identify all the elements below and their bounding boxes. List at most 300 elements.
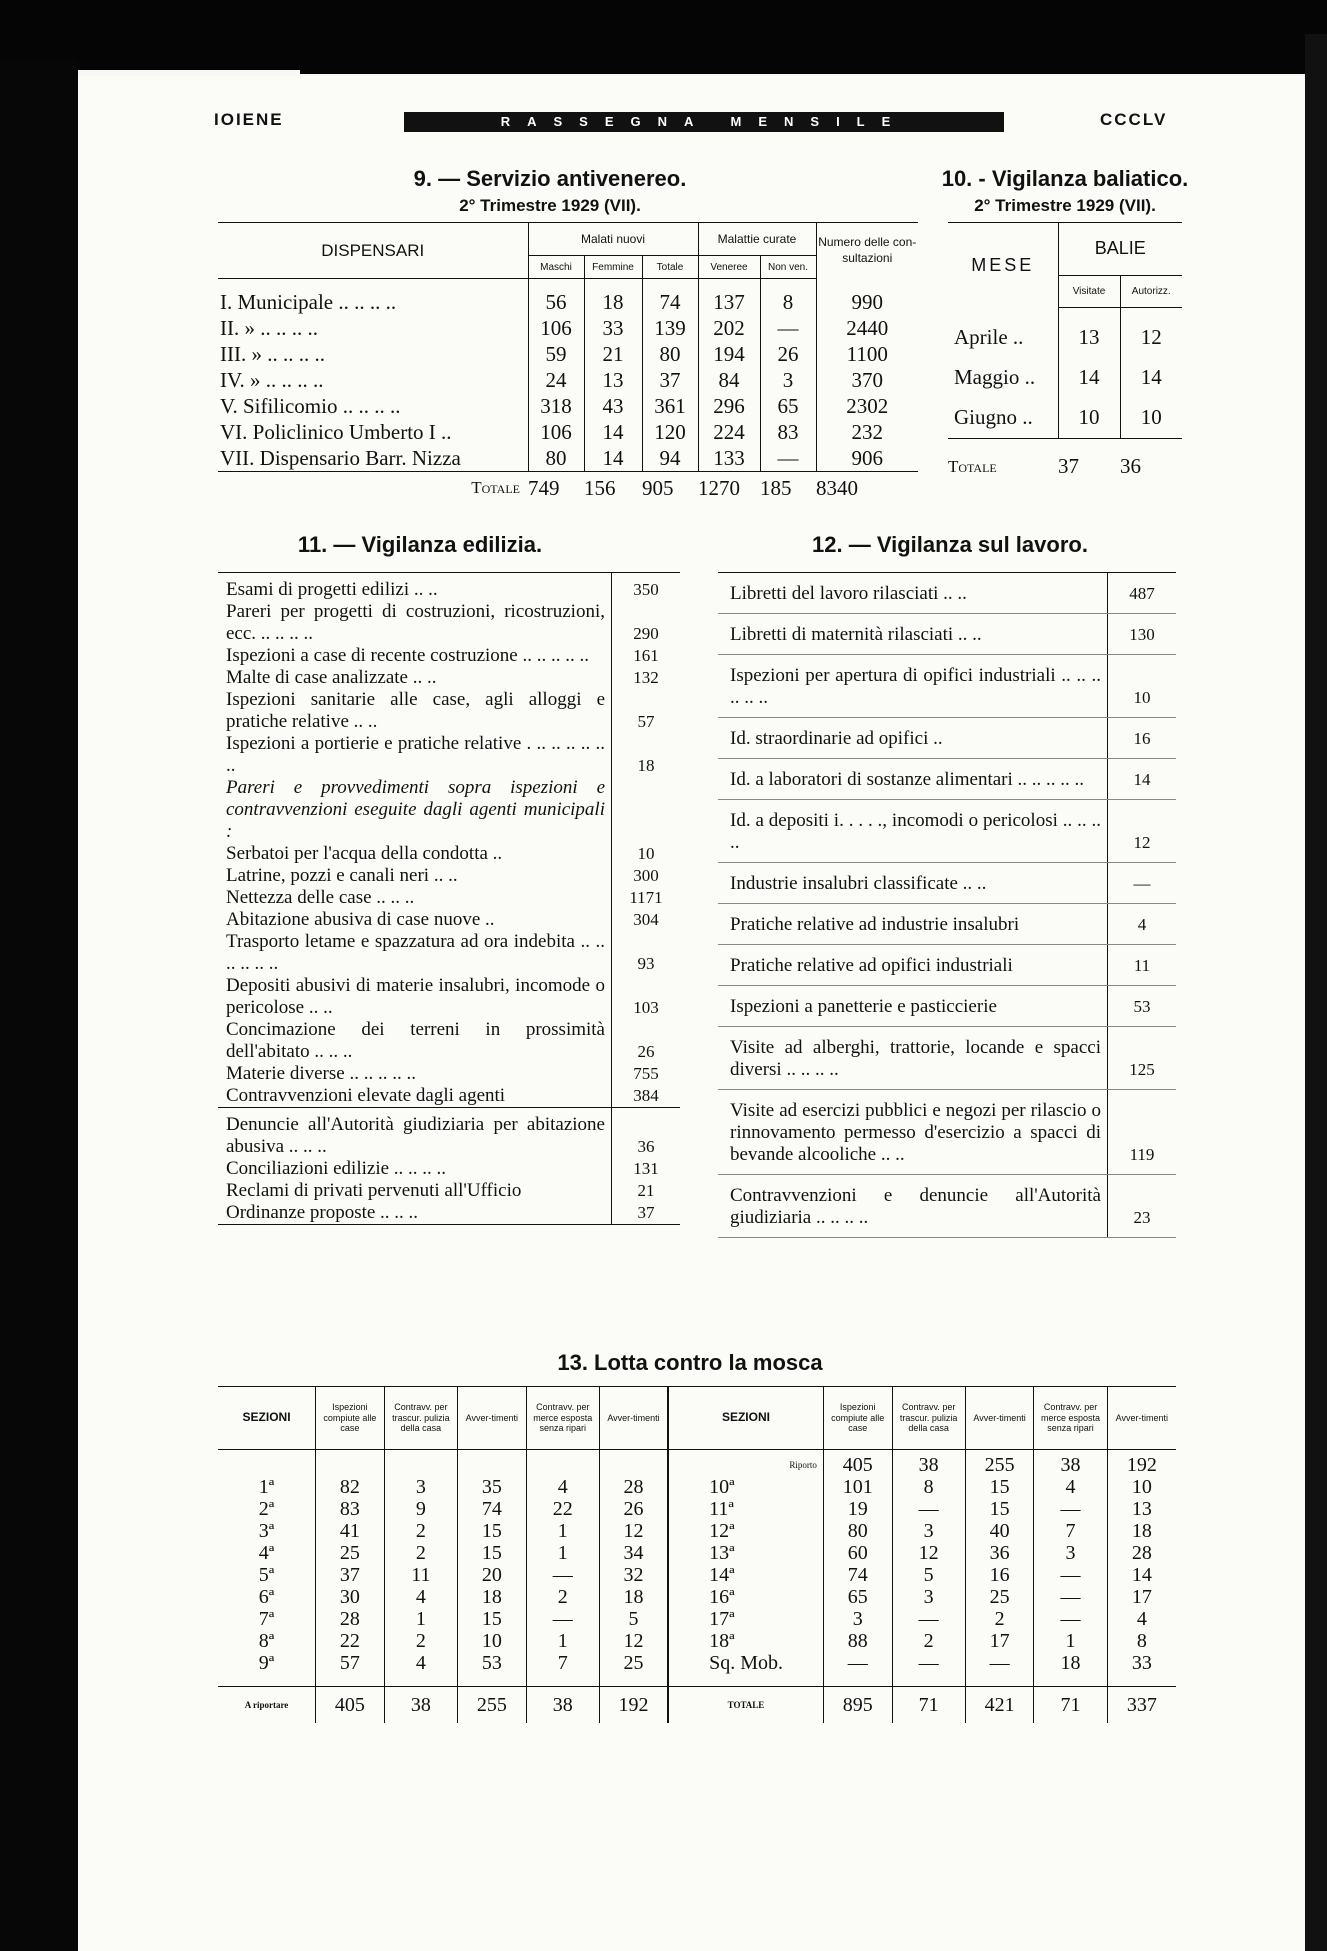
- scan-border-right: [1305, 34, 1327, 1951]
- table-row: [218, 1564, 1176, 1586]
- table-cell: 14: [1120, 358, 1182, 398]
- header-totale: Totale: [642, 256, 698, 279]
- table-cell: 17: [1107, 1586, 1176, 1608]
- riporto-cell: 255: [965, 1450, 1034, 1477]
- item-label: Abitazione abusiva di case nuove ..: [226, 909, 495, 930]
- item-label: Serbatoi per l'acqua della condotta ..: [226, 843, 503, 864]
- list-item: [218, 1180, 680, 1202]
- empty-cell: [965, 1674, 1034, 1687]
- left-total-cell: 255: [457, 1687, 526, 1724]
- empty-cell: [1034, 1674, 1107, 1687]
- sezione-label: 4ª: [258, 1542, 275, 1564]
- table-cell: 101: [823, 1476, 892, 1498]
- table-cell: 74: [823, 1564, 892, 1586]
- table-row-total: [948, 438, 1182, 495]
- list-item: [718, 614, 1176, 655]
- table-cell: 3: [760, 367, 816, 393]
- list-item: [718, 759, 1176, 800]
- section-9-subtitle: 2° Trimestre 1929 (VII).: [459, 196, 641, 215]
- header-avvertimenti-left-2: Avver-timenti: [599, 1387, 668, 1450]
- list-item: [218, 843, 680, 865]
- table-cell: —: [892, 1652, 965, 1674]
- table-cell: —: [965, 1652, 1034, 1674]
- header-ispezioni-right: Ispezioni compiute alle case: [823, 1387, 892, 1450]
- table-cell: —: [1034, 1498, 1107, 1520]
- list-item: [218, 887, 680, 909]
- table-cell: 24: [528, 367, 584, 393]
- right-total-cell: 71: [892, 1687, 965, 1724]
- section-9-heading: [380, 166, 720, 216]
- list-item: [218, 777, 680, 843]
- empty-cell: [457, 1450, 526, 1477]
- table-cell: 15: [965, 1476, 1034, 1498]
- item-value: 53: [1108, 986, 1177, 1027]
- table-cell: —: [1034, 1586, 1107, 1608]
- item-value: 290: [612, 601, 681, 645]
- total-cell: 156: [584, 472, 642, 505]
- empty-cell: [526, 1674, 599, 1687]
- item-label: Nettezza delle case .. .. ..: [226, 887, 415, 908]
- section-13-heading: [500, 1350, 880, 1376]
- item-value: 21: [612, 1180, 681, 1202]
- sezione-label: 18ª: [668, 1630, 823, 1652]
- table-cell: 9: [384, 1498, 457, 1520]
- table-cell: 59: [528, 341, 584, 367]
- header-maschi: Maschi: [528, 256, 584, 279]
- riporto-label: Riporto: [668, 1450, 823, 1477]
- table-cell: 60: [823, 1542, 892, 1564]
- item-label: Ispezioni a portierie e pratiche relative . .. .. .. .. .. ..: [226, 733, 605, 776]
- list-item: [718, 945, 1176, 986]
- table-cell: 137: [698, 279, 760, 316]
- table-cell: 88: [823, 1630, 892, 1652]
- empty-cell: [316, 1450, 385, 1477]
- table-row: [218, 419, 918, 445]
- sezione-label: 11ª: [668, 1498, 823, 1520]
- dispensario-label: III. » .. .. .. ..: [220, 342, 325, 366]
- section-10-subtitle: 2° Trimestre 1929 (VII).: [974, 196, 1156, 215]
- table-cell: 53: [457, 1652, 526, 1674]
- item-label: Ispezioni a case di recente costruzione .. .. .. .. ..: [226, 645, 589, 666]
- table-cell: 4: [526, 1476, 599, 1498]
- table-cell: 2440: [816, 315, 918, 341]
- table-cell: 194: [698, 341, 760, 367]
- table-cell: 12: [892, 1542, 965, 1564]
- table-cell: 15: [965, 1498, 1034, 1520]
- header-sezioni-right: SEZIONI: [668, 1387, 823, 1450]
- table-cell: 10: [1107, 1476, 1176, 1498]
- table-row: [948, 318, 1182, 358]
- table-cell: 30: [316, 1586, 385, 1608]
- table-cell: 990: [816, 279, 918, 316]
- item-value: 487: [1108, 573, 1177, 614]
- table-cell: 1: [384, 1608, 457, 1630]
- table-cell: 33: [1107, 1652, 1176, 1674]
- table-cell: 12: [1120, 318, 1182, 358]
- table-cell: 80: [528, 445, 584, 472]
- table-cell: 11: [384, 1564, 457, 1586]
- table-cell: 28: [1107, 1542, 1176, 1564]
- list-item: [718, 1027, 1176, 1090]
- table-cell: —: [526, 1564, 599, 1586]
- list-item: [718, 573, 1176, 614]
- table-row: [218, 315, 918, 341]
- table-cell: 318: [528, 393, 584, 419]
- header-balie: BALIE: [1058, 223, 1182, 276]
- list-item: [718, 863, 1176, 904]
- table-cell: 7: [1034, 1520, 1107, 1542]
- item-label: Visite ad alberghi, trattorie, locande e spacci diversi .. .. .. ..: [718, 1027, 1108, 1090]
- sezione-label: 7ª: [258, 1608, 275, 1630]
- table-cell: 22: [526, 1498, 599, 1520]
- item-value: 36: [612, 1108, 681, 1159]
- empty-cell: [599, 1450, 668, 1477]
- item-label: Materie diverse .. .. .. .. ..: [226, 1063, 416, 1084]
- table-cell: 18: [584, 279, 642, 316]
- table-row: [218, 1586, 1176, 1608]
- table-row: [218, 1520, 1176, 1542]
- table-cell: 3: [892, 1520, 965, 1542]
- table-cell: 15: [457, 1520, 526, 1542]
- empty-cell: [526, 1450, 599, 1477]
- item-label: Contravvenzioni elevate dagli agenti: [226, 1085, 506, 1106]
- item-value: 132: [612, 667, 681, 689]
- sezione-label: Sq. Mob.: [668, 1652, 823, 1674]
- table-cell: 12: [599, 1520, 668, 1542]
- table-cell: 2: [965, 1608, 1034, 1630]
- table-cell: 296: [698, 393, 760, 419]
- table-cell: 3: [892, 1586, 965, 1608]
- section-13-title: 13. Lotta contro la mosca: [557, 1350, 823, 1375]
- table-row: [948, 358, 1182, 398]
- riporto-cell: 405: [823, 1450, 892, 1477]
- item-value: 14: [1108, 759, 1177, 800]
- table-cell: 5: [892, 1564, 965, 1586]
- table-cell: 1: [526, 1520, 599, 1542]
- empty-cell: [316, 1674, 385, 1687]
- table-cell: 120: [642, 419, 698, 445]
- table-cell: 74: [642, 279, 698, 316]
- table-cell: 41: [316, 1520, 385, 1542]
- table-cell: 2: [892, 1630, 965, 1652]
- table-cell: 15: [457, 1542, 526, 1564]
- header-visitate: Visitate: [1058, 275, 1120, 307]
- item-value: 119: [1108, 1090, 1177, 1175]
- list-item: [218, 909, 680, 931]
- left-total-cell: 38: [384, 1687, 457, 1724]
- section-11-heading: [230, 532, 610, 558]
- table-cell: 18: [457, 1586, 526, 1608]
- table-row-riporto: [218, 1450, 1176, 1477]
- table-vigilanza-lavoro: [718, 572, 1176, 1238]
- table-cell: 3: [823, 1608, 892, 1630]
- header-numero-consultazioni: Numero delle con-sultazioni: [816, 223, 918, 279]
- table-cell: 2302: [816, 393, 918, 419]
- table-cell: 106: [528, 419, 584, 445]
- item-label: Latrine, pozzi e canali neri .. ..: [226, 865, 458, 886]
- table-cell: 2: [384, 1520, 457, 1542]
- table-cell: 25: [316, 1542, 385, 1564]
- list-item: [218, 1085, 680, 1108]
- list-item: [718, 1175, 1176, 1238]
- table-cell: 65: [823, 1586, 892, 1608]
- item-label: Concimazione dei terreni in prossimità dell'abitato .. .. ..: [226, 1019, 605, 1062]
- left-total-cell: 192: [599, 1687, 668, 1724]
- item-value: 103: [612, 975, 681, 1019]
- item-label: Id. straordinarie ad opifici ..: [718, 718, 1108, 759]
- item-value: 130: [1108, 614, 1177, 655]
- item-value: 304: [612, 909, 681, 931]
- table-cell: 57: [316, 1652, 385, 1674]
- total-cell: 185: [760, 472, 816, 505]
- total-cell: 905: [642, 472, 698, 505]
- item-label: Ispezioni a panetterie e pasticcierie: [718, 986, 1108, 1027]
- table-row: [218, 1498, 1176, 1520]
- item-value: 1171: [612, 887, 681, 909]
- table-row: [218, 445, 918, 472]
- header-contravv-merce-left: Contravv. per merce esposta senza ripari: [526, 1387, 599, 1450]
- table-cell: 25: [599, 1652, 668, 1674]
- table-cell: 906: [816, 445, 918, 472]
- table-cell: 4: [1034, 1476, 1107, 1498]
- item-value: 131: [612, 1158, 681, 1180]
- header-dispensari: DISPENSARI: [218, 223, 528, 279]
- table-cell: 32: [599, 1564, 668, 1586]
- list-item: [218, 733, 680, 777]
- table-cell: 8: [1107, 1630, 1176, 1652]
- item-label: Pareri e provvedimenti sopra ispezioni e contravvenzioni eseguite dagli agenti municipali :: [226, 777, 605, 842]
- mese-label: Giugno ..: [954, 405, 1033, 429]
- table-cell: 26: [760, 341, 816, 367]
- empty-cell: [384, 1450, 457, 1477]
- table-cell: 2: [384, 1630, 457, 1652]
- table-cell: —: [1034, 1608, 1107, 1630]
- table-cell: 1: [526, 1542, 599, 1564]
- table-row: [218, 393, 918, 419]
- sezione-label: 8ª: [258, 1630, 275, 1652]
- section-12-title: 12. — Vigilanza sul lavoro.: [812, 532, 1088, 557]
- table-cell: 16: [965, 1564, 1034, 1586]
- sezione-label: 17ª: [668, 1608, 823, 1630]
- item-label: Ispezioni per apertura di opifici industriali .. .. .. .. .. ..: [718, 655, 1108, 718]
- header-sezioni-left: SEZIONI: [218, 1387, 316, 1450]
- table-cell: 14: [584, 419, 642, 445]
- table-row: [218, 1542, 1176, 1564]
- table-cell: 4: [384, 1652, 457, 1674]
- section-11-title: 11. — Vigilanza edilizia.: [297, 532, 543, 557]
- table-cell: —: [760, 445, 816, 472]
- item-value: 10: [612, 843, 681, 865]
- table-cell: 232: [816, 419, 918, 445]
- section-9-title: 9. — Servizio antivenereo.: [413, 166, 687, 191]
- sezione-label: 5ª: [258, 1564, 275, 1586]
- empty-cell: [892, 1674, 965, 1687]
- table-cell: 43: [584, 393, 642, 419]
- scan-border-top-right: [300, 34, 1327, 74]
- left-total-label: A riportare: [218, 1687, 316, 1724]
- table-cell: 35: [457, 1476, 526, 1498]
- table-cell: 18: [1034, 1652, 1107, 1674]
- item-label: Reclami di privati pervenuti all'Ufficio: [226, 1180, 522, 1201]
- list-item: [218, 1158, 680, 1180]
- table-cell: 74: [457, 1498, 526, 1520]
- table-cell: 1: [526, 1630, 599, 1652]
- spacer-row: [948, 307, 1182, 318]
- riporto-cell: 38: [892, 1450, 965, 1477]
- item-value: 12: [1108, 800, 1177, 863]
- list-item: [218, 645, 680, 667]
- table-cell: 22: [316, 1630, 385, 1652]
- section-12-heading: [760, 532, 1140, 558]
- item-value: 10: [1108, 655, 1177, 718]
- empty-cell: [599, 1674, 668, 1687]
- item-value: 16: [1108, 718, 1177, 759]
- table-cell: 25: [965, 1586, 1034, 1608]
- table-cell: 8: [892, 1476, 965, 1498]
- table-cell: 28: [316, 1608, 385, 1630]
- table-cell: 83: [760, 419, 816, 445]
- table-cell: 82: [316, 1476, 385, 1498]
- list-item: [218, 1063, 680, 1085]
- header-mese: MESE: [948, 223, 1058, 308]
- table-cell: 83: [316, 1498, 385, 1520]
- empty-cell: [1107, 1674, 1176, 1687]
- empty-cell: [823, 1674, 892, 1687]
- table-cell: 133: [698, 445, 760, 472]
- list-item: [718, 1090, 1176, 1175]
- table-cell: 8: [760, 279, 816, 316]
- table-row-total: [218, 1687, 1176, 1724]
- table-cell: 7: [526, 1652, 599, 1674]
- header-avvertimenti-right-2: Avver-timenti: [1107, 1387, 1176, 1450]
- table-cell: 17: [965, 1630, 1034, 1652]
- table-cell: 2: [526, 1586, 599, 1608]
- table-cell: 80: [823, 1520, 892, 1542]
- sezione-label: 3ª: [258, 1520, 275, 1542]
- table-cell: 10: [457, 1630, 526, 1652]
- item-label: Ispezioni sanitarie alle case, agli alloggi e pratiche relative .. ..: [226, 689, 605, 732]
- header-ispezioni-left: Ispezioni compiute alle case: [316, 1387, 385, 1450]
- table-cell: 37: [316, 1564, 385, 1586]
- table-cell: 13: [1058, 318, 1120, 358]
- right-total-label: TOTALE: [668, 1687, 823, 1724]
- table-cell: —: [892, 1498, 965, 1520]
- table-cell: 10: [1120, 398, 1182, 439]
- empty-cell: [384, 1674, 457, 1687]
- dispensario-label: I. Municipale .. .. .. ..: [220, 290, 397, 314]
- total-cell: 8340: [816, 472, 918, 505]
- table-servizio-antivenereo: [218, 222, 918, 504]
- dispensario-label: VII. Dispensario Barr. Nizza: [220, 446, 461, 470]
- list-item: [218, 975, 680, 1019]
- sezione-label: 14ª: [668, 1564, 823, 1586]
- table-cell: 84: [698, 367, 760, 393]
- table-cell: 370: [816, 367, 918, 393]
- item-label: Contravvenzioni e denuncie all'Autorità giudiziaria .. .. .. ..: [718, 1175, 1108, 1238]
- table-cell: —: [823, 1652, 892, 1674]
- item-value: —: [1108, 863, 1177, 904]
- total-cell: 37: [1058, 438, 1120, 495]
- table-cell: 1: [1034, 1630, 1107, 1652]
- item-value: 300: [612, 865, 681, 887]
- header-malattie-curate: Malattie curate: [698, 223, 816, 256]
- list-item: [718, 655, 1176, 718]
- table-cell: 13: [1107, 1498, 1176, 1520]
- section-10-heading: [930, 166, 1200, 216]
- list-item: [218, 601, 680, 645]
- item-label: Id. a depositi i. . . . ., incomodi o pericolosi .. .. .. ..: [718, 800, 1108, 863]
- list-item: [218, 1202, 680, 1225]
- table-cell: 12: [599, 1630, 668, 1652]
- table-vigilanza-edilizia: [218, 572, 680, 1225]
- total-label: Totale: [218, 472, 528, 505]
- table-cell: 26: [599, 1498, 668, 1520]
- list-item: [218, 689, 680, 733]
- table-cell: 18: [599, 1586, 668, 1608]
- item-value: 350: [612, 573, 681, 602]
- item-value: 37: [612, 1202, 681, 1225]
- table-cell: 14: [1107, 1564, 1176, 1586]
- table-cell: 106: [528, 315, 584, 341]
- table-cell: 4: [1107, 1608, 1176, 1630]
- item-label: Esami di progetti edilizi .. ..: [226, 579, 438, 600]
- table-cell: 202: [698, 315, 760, 341]
- sezione-label: 12ª: [668, 1520, 823, 1542]
- item-value: 755: [612, 1063, 681, 1085]
- item-label: Denuncie all'Autorità giudiziaria per abitazione abusiva .. .. ..: [218, 1108, 612, 1159]
- item-label: Pareri per progetti di costruzioni, ricostruzioni, ecc. .. .. .. ..: [226, 601, 605, 644]
- table-cell: 13: [584, 367, 642, 393]
- item-label: Pratiche relative ad opifici industriali: [718, 945, 1108, 986]
- total-cell: 36: [1120, 438, 1182, 495]
- list-item: [718, 904, 1176, 945]
- item-label: Industrie insalubri classificate .. ..: [718, 863, 1108, 904]
- sezione-label: 2ª: [258, 1498, 275, 1520]
- item-label: Conciliazioni edilizie .. .. .. ..: [226, 1158, 447, 1179]
- item-label: Trasporto letame e spazzatura ad ora indebita .. .. .. .. .. ..: [226, 931, 605, 974]
- item-value: 57: [612, 689, 681, 733]
- left-total-cell: 405: [316, 1687, 385, 1724]
- item-value: 161: [612, 645, 681, 667]
- right-total-cell: 71: [1034, 1687, 1107, 1724]
- list-item: [218, 1108, 680, 1159]
- table-cell: 36: [965, 1542, 1034, 1564]
- dispensario-label: IV. » .. .. .. ..: [220, 368, 324, 392]
- table-cell: 361: [642, 393, 698, 419]
- riporto-cell: 38: [1034, 1450, 1107, 1477]
- table-cell: 80: [642, 341, 698, 367]
- table-cell: 65: [760, 393, 816, 419]
- table-cell: 10: [1058, 398, 1120, 439]
- empty-cell: [457, 1674, 526, 1687]
- total-label: Totale: [948, 438, 1058, 495]
- item-value: 125: [1108, 1027, 1177, 1090]
- scan-border-left: [0, 60, 78, 1951]
- table-cell: 15: [457, 1608, 526, 1630]
- header-contravv-pulizia-left: Contravv. per trascur. pulizia della casa: [384, 1387, 457, 1450]
- item-label: Visite ad esercizi pubblici e negozi per rilascio o rinnovamento permesso d'esercizio a spacci di bevande alcooliche .. ..: [718, 1090, 1108, 1175]
- riporto-cell: 192: [1107, 1450, 1176, 1477]
- table-cell: —: [760, 315, 816, 341]
- left-total-cell: 38: [526, 1687, 599, 1724]
- header-veneree: Veneree: [698, 256, 760, 279]
- table-vigilanza-baliatico: [948, 222, 1182, 495]
- item-value: 4: [1108, 904, 1177, 945]
- total-cell: 749: [528, 472, 584, 505]
- table-cell: 18: [1107, 1520, 1176, 1542]
- item-label: Libretti del lavoro rilasciati .. ..: [718, 573, 1108, 614]
- dispensario-label: VI. Policlinico Umberto I ..: [220, 420, 452, 444]
